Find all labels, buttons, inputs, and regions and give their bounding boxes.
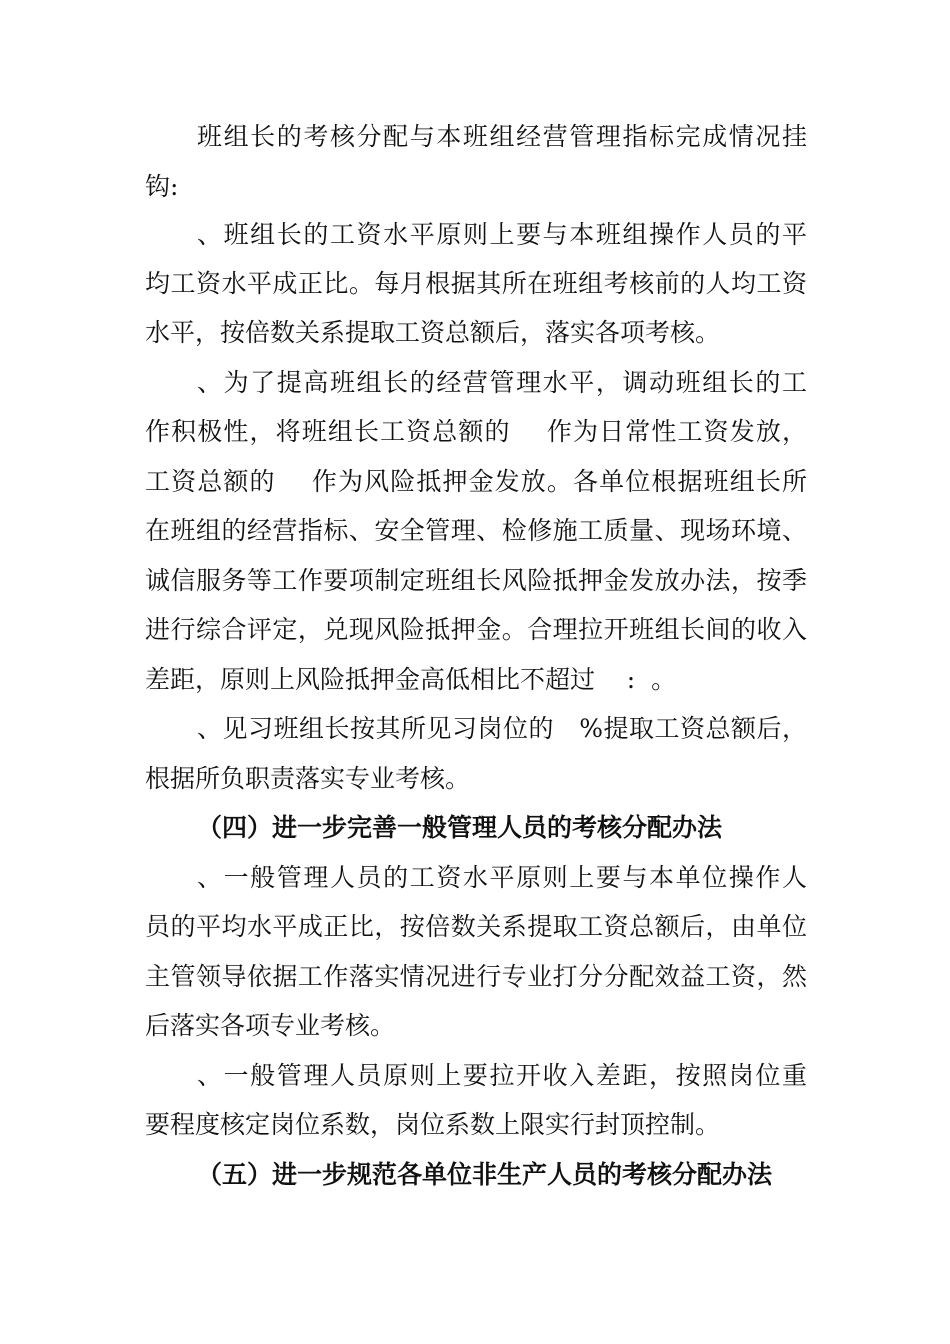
paragraph-line: 、为了提高班组长的经营管理水平，调动班组长的工 — [197, 368, 807, 397]
paragraph-line: 进行综合评定，兑现风险抵押金。合理拉开班组长间的收入 — [145, 615, 807, 644]
paragraph-line: 差距，原则上风险抵押金高低相比不超过 : 。 — [145, 665, 677, 694]
paragraph-line: 工资总额的 作为风险抵押金发放。各单位根据班组长所 — [145, 467, 807, 496]
paragraph-line: 根据所负职责落实专业考核。 — [145, 764, 471, 793]
section-heading: （四）进一步完善一般管理人员的考核分配办法 — [197, 813, 723, 842]
paragraph-line: 班组长的考核分配与本班组经营管理指标完成情况挂 — [197, 122, 807, 151]
section-heading: （五）进一步规范各单位非生产人员的考核分配办法 — [197, 1160, 773, 1189]
paragraph-line: 均工资水平成正比。每月根据其所在班组考核前的人均工资 — [145, 269, 807, 298]
paragraph-line: 主管领导依据工作落实情况进行专业打分分配效益工资，然 — [145, 962, 807, 991]
paragraph-line: 、见习班组长按其所见习岗位的 %提取工资总额后， — [197, 714, 807, 743]
paragraph-line: 水平，按倍数关系提取工资总额后，落实各项考核。 — [145, 318, 721, 347]
paragraph-line: 钩: — [145, 172, 179, 201]
paragraph-line: 后落实各项专业考核。 — [145, 1011, 396, 1040]
paragraph-line: 、一般管理人员原则上要拉开收入差距，按照岗位重 — [197, 1061, 807, 1090]
paragraph-line: 要程度核定岗位系数，岗位系数上限实行封顶控制。 — [145, 1110, 721, 1139]
paragraph-line: 、班组长的工资水平原则上要与本班组操作人员的平 — [197, 220, 807, 249]
paragraph-line: 作积极性，将班组长工资总额的 作为日常性工资发放， — [145, 417, 807, 446]
paragraph-line: 诚信服务等工作要项制定班组长风险抵押金发放办法，按季 — [145, 566, 807, 595]
paragraph-line: 、一般管理人员的工资水平原则上要与本单位操作人 — [197, 863, 807, 892]
paragraph-line: 员的平均水平成正比，按倍数关系提取工资总额后，由单位 — [145, 912, 807, 941]
paragraph-line: 在班组的经营指标、安全管理、检修施工质量、现场环境、 — [145, 516, 807, 545]
